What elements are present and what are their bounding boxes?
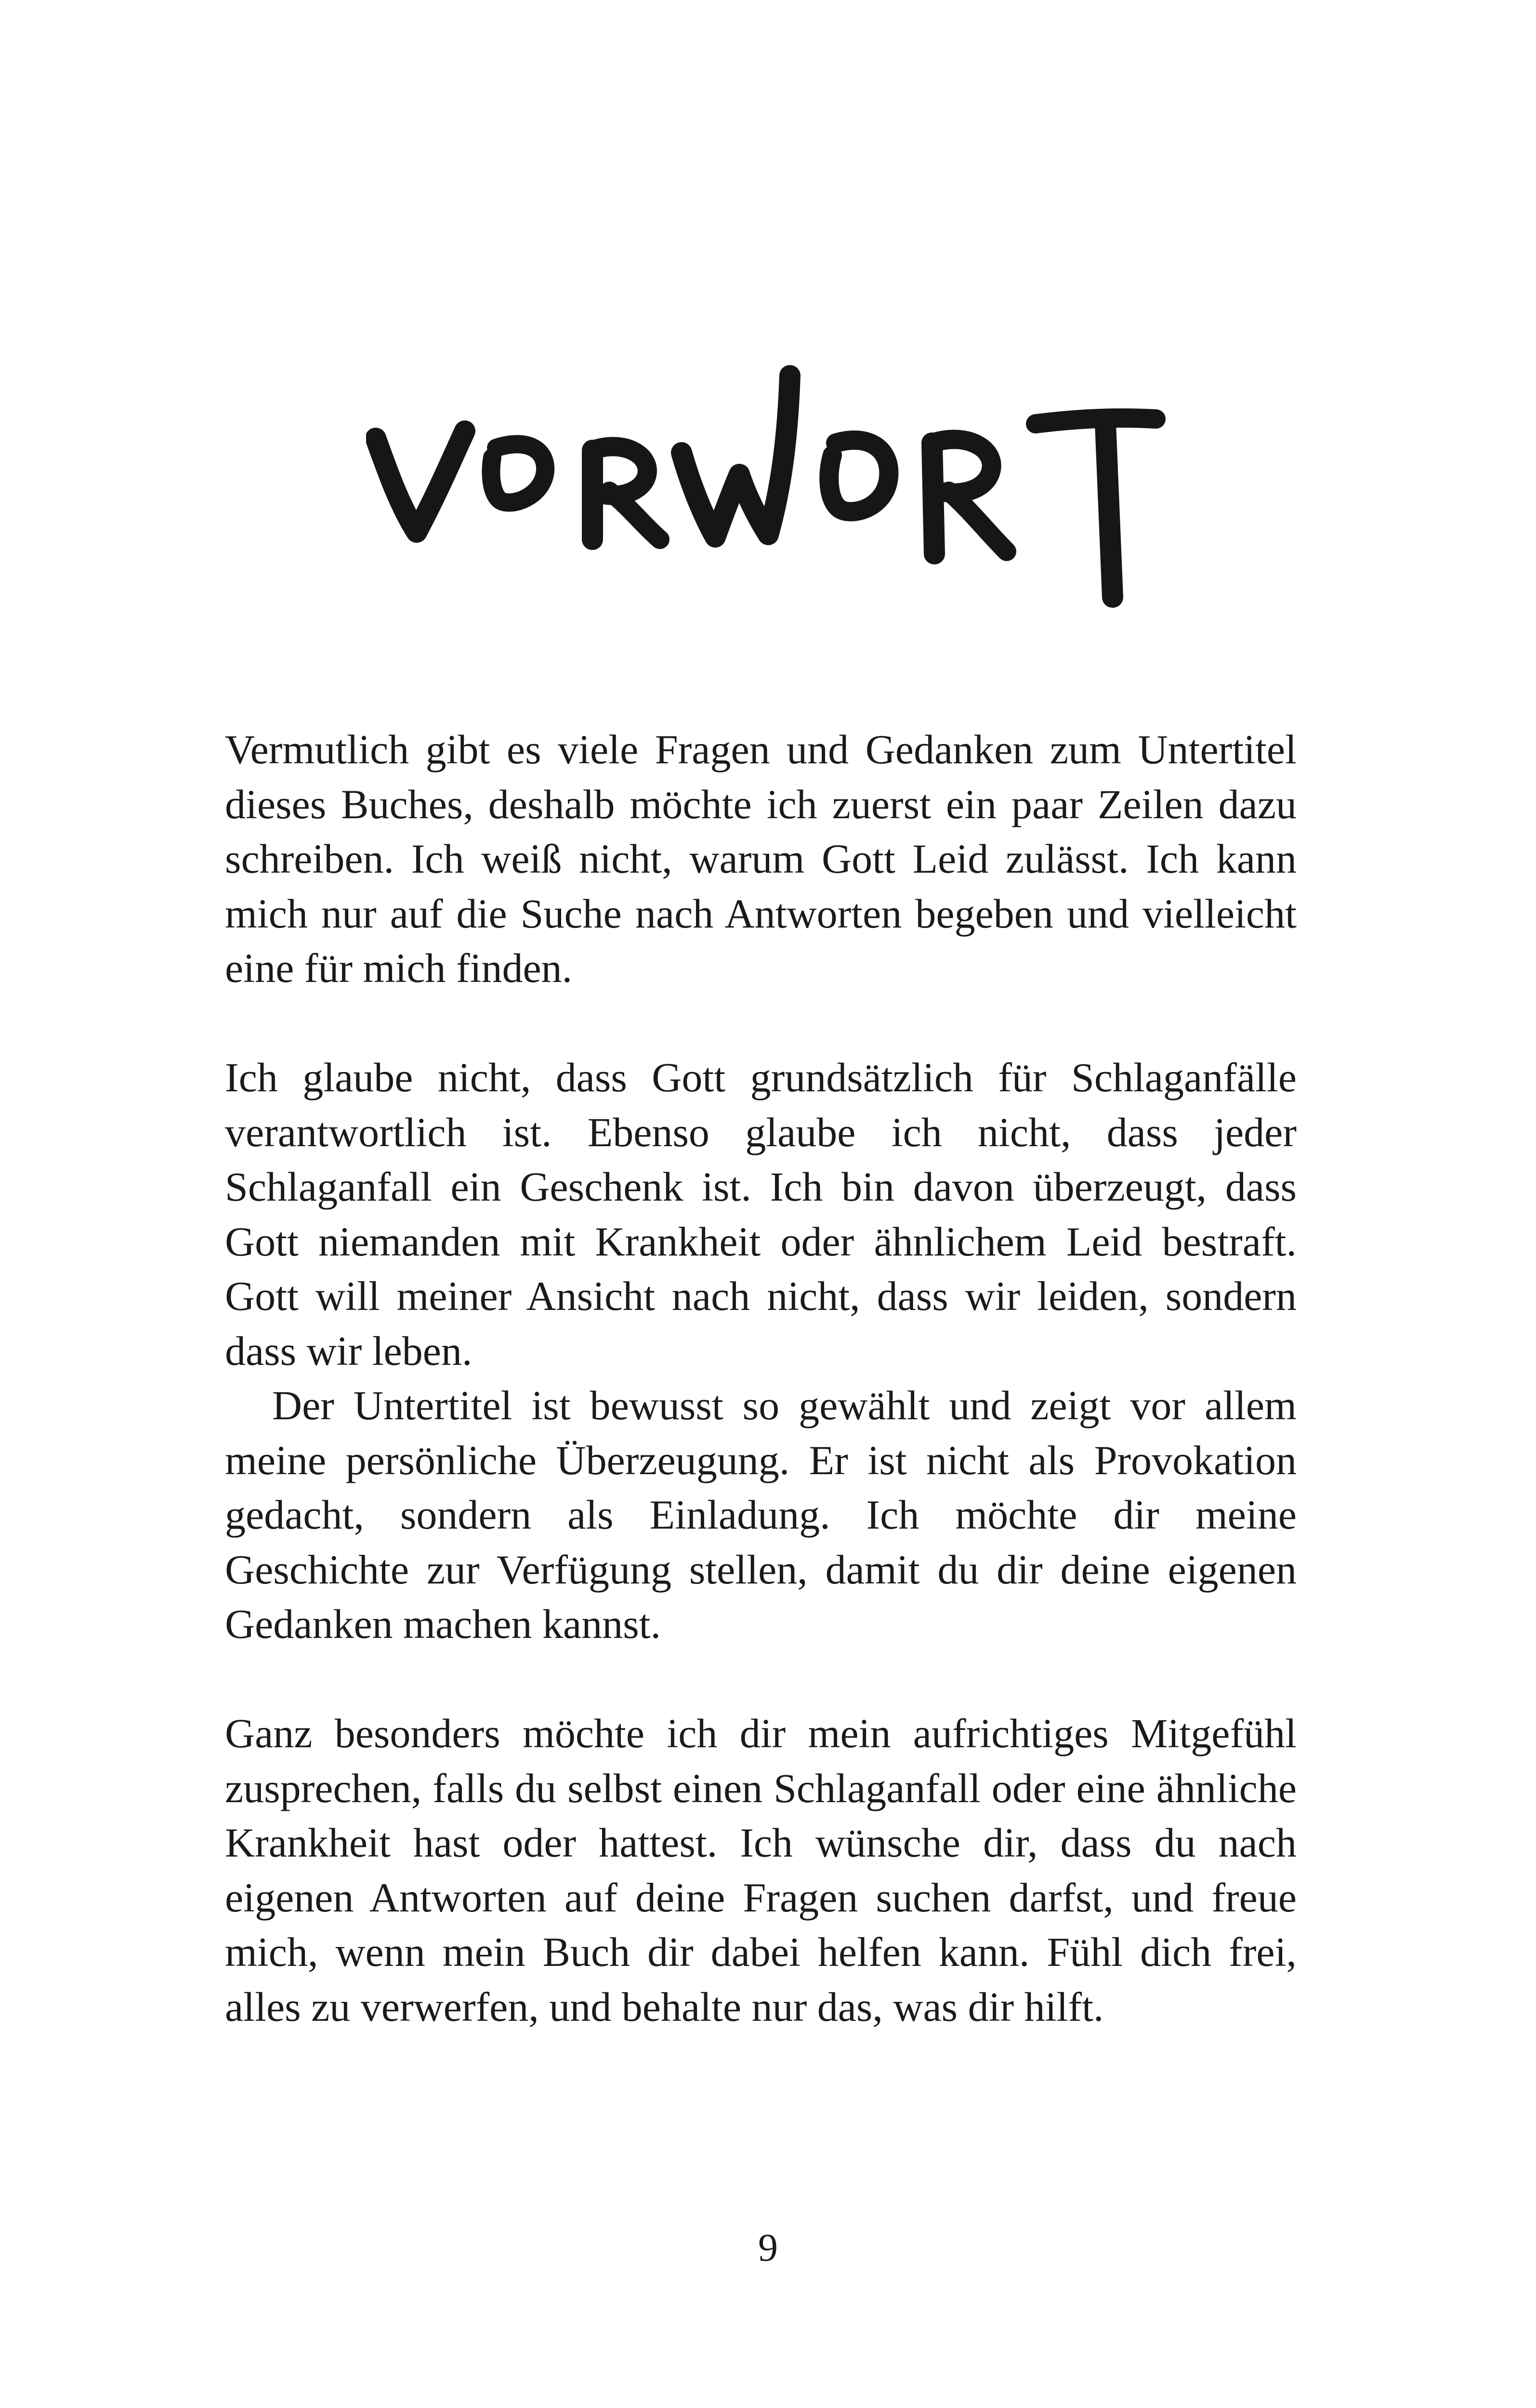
chapter-title bbox=[366, 347, 1166, 616]
paragraph: Ich glaube nicht, dass Gott grundsätzlich für Schlaganfälle verantwortlich ist. Ebenso glaube ich nicht, dass jeder Schlaganfall ein Geschenk ist. Ich bin davon überzeugt, dass Gott niemanden mit Krankheit oder ähnlichem Leid bestraft. Gott will meiner Ansicht nach nicht, dass wir leiden, sondern dass wir leben. bbox=[225, 1054, 1297, 1374]
paragraph: Ganz besonders möchte ich dir mein aufrichtiges Mitgefühl zusprechen, falls du selbst einen Schlaganfall oder eine ähnliche Krankheit hast oder hattest. Ich wünsche dir, dass du nach eigenen Antworten auf deine Fragen suchen darfst, und freue mich, wenn mein Buch dir dabei helfen kann. Fühl dich frei, alles zu verwerfen, und behalte nur das, was dir hilft. bbox=[225, 1710, 1297, 2030]
paragraph: Der Untertitel ist bewusst so gewählt und zeigt vor allem meine persönliche Überzeugung. Er ist nicht als Provokation gedacht, sondern als Einladung. Ich möchte dir meine Geschichte zur Verfügung stellen, damit du dir deine eigenen Gedanken machen kannst. bbox=[225, 1382, 1297, 1647]
page-number: 9 bbox=[758, 2225, 778, 2269]
hand-lettered-title-graphic bbox=[366, 347, 1166, 616]
foreword-body bbox=[225, 722, 1297, 2034]
paragraph: Vermutlich gibt es viele Fragen und Gedanken zum Untertitel dieses Buches, deshalb möchte ich zuerst ein paar Zeilen dazu schreiben. Ich weiß nicht, warum Gott Leid zulässt. Ich kann mich nur auf die Suche nach Antworten begeben und vielleicht eine für mich finden. bbox=[225, 726, 1297, 991]
